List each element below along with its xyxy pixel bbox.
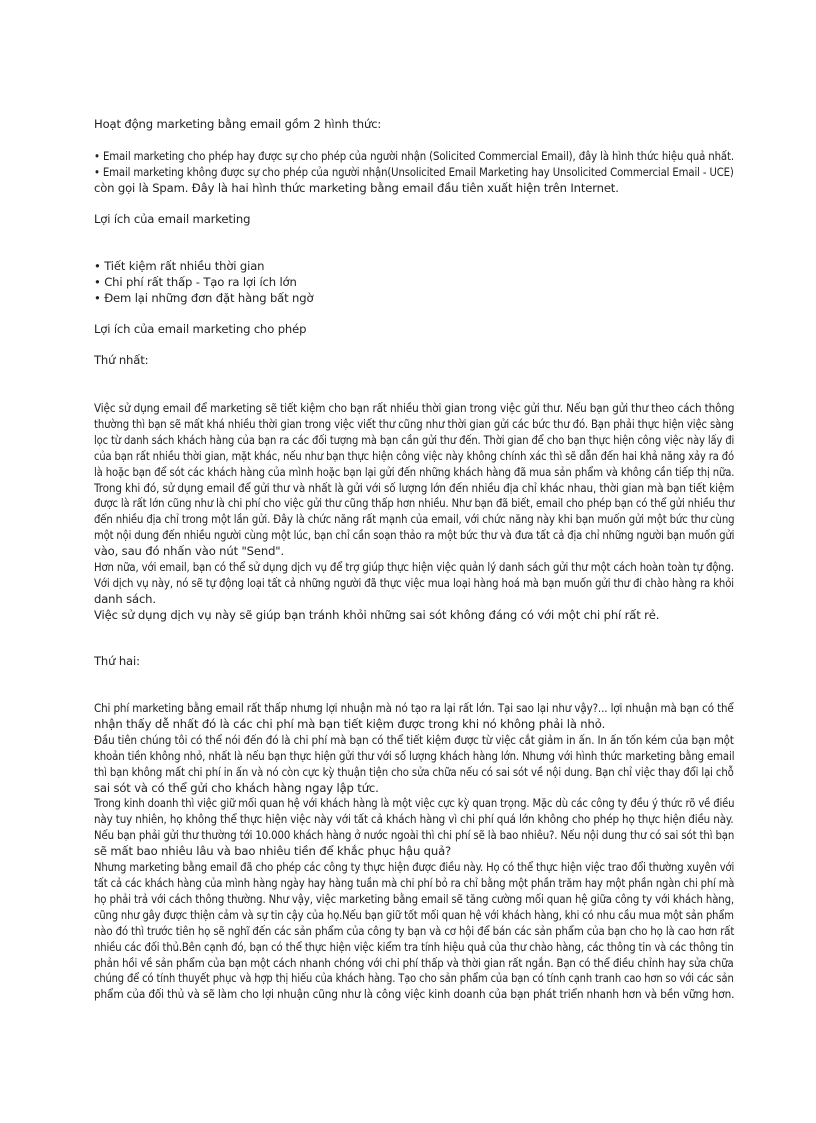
paragraph-line: Với dịch vụ này, nó sẽ tự động loại tất cả những người đã thực việc mua loại hàng hoá mà bạn muốn gửi thư đi chào hàng ra khỏi [94, 575, 734, 590]
benefit-item: • Tiết kiệm rất nhiều thời gian [94, 259, 265, 273]
benefit-item: • Đem lại những đơn đặt hàng bất ngờ [94, 290, 314, 305]
paragraph-line: tất cả các khách hàng của mình hàng ngày hay hàng tuần mà chi phí bỏ ra chỉ bằng một phần trăm hay một phần ngàn chi phí mà [94, 875, 735, 890]
intro-text: Hoạt động marketing bằng email gồm 2 hình thức: [94, 117, 382, 131]
paragraph-line: họ phải trả với cách thông thường. Như vậy, việc marketing bằng email sẽ tăng cường mối quan hệ giữa công ty với khách hàng, [94, 891, 735, 906]
paragraph-line: lọc từ danh sách khách hàng của bạn ra các đối tượng mà bạn cần gửi thư đến. Thời gian để cho bạn thực hiện công việc này lấy đi [94, 432, 735, 447]
benefits-list [94, 259, 734, 307]
paragraph-line: Hơn nữa, với email, bạn có thể sử dụng dịch vụ để trợ giúp thực hiện việc quản lý danh sách gửi thư một cách hoàn toàn tự động. [94, 560, 734, 575]
benefits-heading: Lợi ích của email marketing [94, 212, 251, 226]
paragraph-line: nào đó thì trước tiên họ sẽ nghĩ đến các sản phẩm của công ty bạn và cơ hội để bán các sản phẩm của bạn cho họ là cao hơn rất [94, 923, 735, 938]
paragraph-line: thì bạn không mất chi phí in ấn và nó còn cực kỳ thuận tiện cho sửa chữa nếu có sai sót về nội dung. Bạn chỉ việc thay đổi lại chỗ [94, 764, 734, 779]
paragraph-line: được là rất lớn cũng như là chi phí cho việc gửi thư cũng thấp hơn nhiều. Như bạn đã biết, email cho phép bạn có thể gửi nhiều thư [94, 496, 735, 511]
paragraph-line: Đầu tiên chúng tôi có thể nói đến đó là chi phí mà bạn có thể tiết kiệm được từ việc cắt giảm in ấn. In ấn tốn kém của bạn một [94, 732, 734, 747]
paragraph-line: Nếu bạn phải gửi thư thường tới 10.000 khách hàng ở nước ngoài thì chi phí sẽ là bao nhiêu?. Nếu nội dung thư có sai sót thì bạn [94, 828, 735, 843]
paragraph-line: Nhưng marketing bằng email đã cho phép các công ty thực hiện được điều này. Họ có thể thực hiện việc trao đổi thường xuyên với [94, 860, 735, 875]
paragraph-line: của bạn rất nhiều thời gian, mặt khác, nếu như bạn thực hiện công việc này không chính xác thì sẽ dẫn đến hai khả năng xảy ra đó [94, 448, 734, 463]
first-heading: Thứ nhất: [94, 353, 149, 367]
paragraph-line: Trong khi đó, sử dụng email để gửi thư và nhất là gửi với số lượng lớn đến nhiều địa chỉ khác nhau, thời gian mà bạn tiết kiệm [94, 480, 735, 495]
paragraph-line: là hoặc bạn để sót các khách hàng của mình hoặc bạn lại gửi đến những khách hàng đã mua sản phẩm và không cần tiếp thị nữa. [94, 464, 735, 479]
paragraph-line: Việc sử dụng dịch vụ này sẽ giúp bạn tránh khỏi những sai sót không đáng có với một chi phí rất rẻ. [94, 607, 660, 622]
paragraph-line: chúng để có tính thuyết phục và hợp thị hiếu của khách hàng. Tạo cho sản phẩm của bạn có tính cạnh tranh cao hơn so với các sản [94, 971, 734, 986]
benefit-item: • Chi phí rất thấp - Tạo ra lợi ích lớn [94, 274, 297, 289]
form-item-unsolicited: • Email marketing không được sự cho phép của người nhận(Unsolicited Email Marketing hay Unsolicited Commercial Email - UCE) [94, 164, 734, 179]
form-item-solicited: • Email marketing cho phép hay được sự cho phép của người nhận (Solicited Commercial Email), đây là hình thức hiệu quả nhất. [94, 149, 734, 163]
paragraph-line: Trong kinh doanh thì việc giữ mối quan hệ với khách hàng là một việc cực kỳ quan trọng. Mặc dù các công ty đều ý thức rõ về điều [94, 796, 735, 811]
paragraph-line: một nội dung đến nhiều người cùng một lúc, bạn chỉ cần soạn thảo ra một bức thư và đưa tất cả địa chỉ những người bạn muốn gửi [94, 528, 735, 543]
paragraph-line: sai sót và có thể gửi cho khách hàng ngay lập tức. [94, 780, 379, 795]
paragraph-line: phản hồi về sản phẩm của bạn một cách nhanh chóng với chi phí thấp và thời gian rất ngắn. Bạn có thể điều chỉnh hay sửa chữa [94, 955, 734, 970]
paragraph-line: Việc sử dụng email để marketing sẽ tiết kiệm cho bạn rất nhiều thời gian trong việc gửi thư. Nếu bạn gửi thư theo cách thông [94, 401, 735, 415]
paragraph-line: thường thì bạn sẽ mất khá nhiều thời gian trong việc viết thư cũng như thời gian gửi các bức thư đó. Bạn phải thực hiện việc sàng [94, 416, 734, 431]
permission-benefits-heading: Lợi ích của email marketing cho phép [94, 322, 307, 336]
paragraph-line: vào, sau đó nhấn vào nút "Send". [94, 544, 285, 559]
paragraph-line: đến nhiều địa chỉ trong một lần gửi. Đây là chức năng rất mạnh của email, với chức năng này khi bạn muốn gửi một bức thư cùng [94, 512, 735, 527]
forms-list [94, 149, 734, 197]
paragraph-line: này tuy nhiên, họ không thể thực hiện việc này với tất cả khách hàng vì chi phí quá lớn không cho phép họ thực hiện điều này. [94, 812, 734, 827]
paragraph-line: Chi phí marketing bằng email rất thấp nhưng lợi nhuận mà nó tạo ra lại rất lớn. Tại sao lại như vậy?... lợi nhuận mà bạn có thể [94, 701, 734, 715]
paragraph-line: nhận thấy dễ nhất đó là các chi phí mà bạn tiết kiệm được trong khi nó không phải là nhỏ. [94, 716, 606, 731]
second-paragraph [94, 701, 734, 1003]
paragraph-line: cũng như gây được thiện cảm và sự tin cậy của họ.Nếu bạn giữ tốt mối quan hệ với khách hàng, khi có nhu cầu mua một sản phẩm [94, 907, 734, 922]
paragraph-line: phẩm của đối thủ và sẽ làm cho lợi nhuận cũng như là công việc kinh doanh của bạn phát triển nhanh hơn và bền vững hơn. [94, 987, 735, 1002]
second-heading: Thứ hai: [94, 654, 140, 668]
paragraph-line: danh sách. [94, 591, 156, 606]
paragraph-line: khoản tiền không nhỏ, nhất là nếu bạn thực hiện gửi thư với số lượng khách hàng lớn. Nhưng với hình thức marketing bằng email [94, 748, 735, 763]
first-paragraph [94, 401, 734, 624]
form-item-unsolicited-continued: còn gọi là Spam. Đây là hai hình thức marketing bằng email đầu tiên xuất hiện trên Internet. [94, 180, 619, 195]
paragraph-line: sẽ mất bao nhiêu lâu và bao nhiêu tiền để khắc phục hậu quả? [94, 844, 452, 859]
paragraph-line: nhiều các đối thủ.Bên cạnh đó, bạn có thể thực hiện việc kiểm tra tính hiệu quả của thư chào hàng, các thông tin và các thông tin [94, 939, 734, 954]
